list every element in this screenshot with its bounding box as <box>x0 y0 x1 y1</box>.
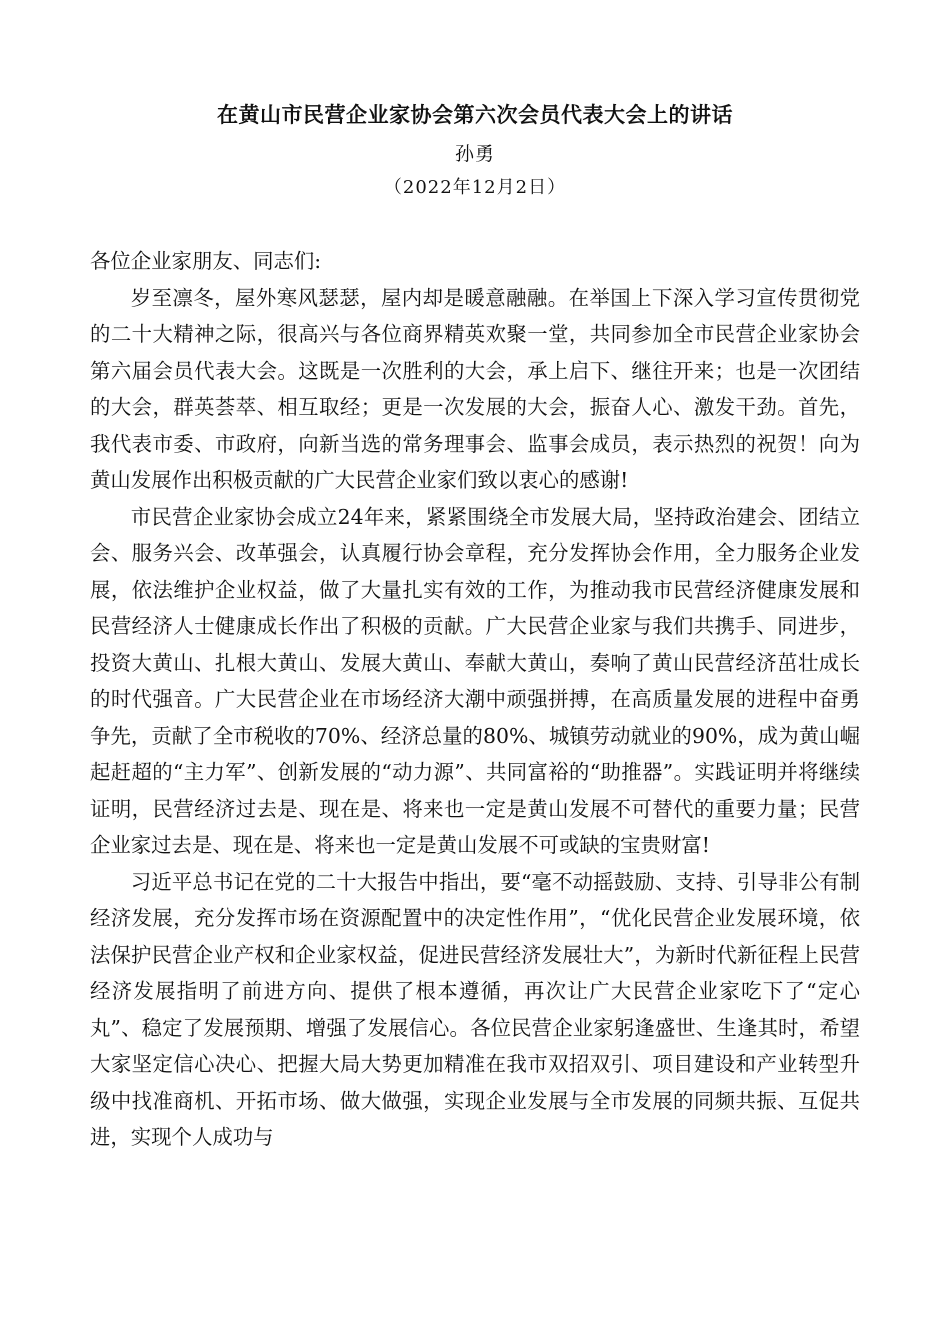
speech-author: 孙勇 <box>454 143 495 165</box>
paragraph-3: 习近平总书记在党的二十大报告中指出，要“毫不动摇鼓励、支持、引导非公有制经济发展，充分发挥市场在资源配置中的决定性作用”，“优化民营企业发展环境，依法保护民营企业产权和企业家权益，促进民营经济发展壮大”，为新时代新征程上民营经济发展指明了前进方向、提供了根本遵循，再次让广大民营企业家吃下了“定心丸”、稳定了发展预期、增强了发展信心。各位民营企业家躬逢盛世、生逢其时，希望大家坚定信心决心、把握大局大势更加精准在我市双招双引、项目建设和产业转型升级中找准商机、开拓市场、做大做强，实现企业发展与全市发展的同频共振、互促共进，实现个人成功与 <box>90 869 860 1149</box>
salutation: 各位企业家朋友、同志们: <box>90 249 322 273</box>
paragraph-1: 岁至凛冬，屋外寒风瑟瑟，屋内却是暖意融融。在举国上下深入学习宣传贯彻党的二十大精神之际，很高兴与各位商界精英欢聚一堂，共同参加全市民营企业家协会第六届会员代表大会。这既是一次胜利的大会，承上启下、继往开来；也是一次团结的大会，群英荟萃、相互取经；更是一次发展的大会，振奋人心、激发干劲。首先，我代表市委、市政府，向新当选的常务理事会、监事会成员，表示热烈的祝贺！向为黄山发展作出积极贡献的广大民营企业家们致以衷心的感谢! <box>90 285 860 492</box>
speech-date: （2022年12月2日） <box>383 177 567 198</box>
speech-title: 在黄山市民营企业家协会第六次会员代表大会上的讲话 <box>217 102 733 127</box>
paragraph-2: 市民营企业家协会成立24年来，紧紧围绕全市发展大局，坚持政治建会、团结立会、服务兴会、改革强会，认真履行协会章程，充分发挥协会作用，全力服务企业发展，依法维护企业权益，做了大量扎实有效的工作，为推动我市民营经济健康发展和民营经济人士健康成长作出了积极的贡献。广大民营企业家与我们共携手、同进步，投资大黄山、扎根大黄山、发展大黄山、奉献大黄山，奏响了黄山民营经济茁壮成长的时代强音。广大民营企业在市场经济大潮中顽强拼搏，在高质量发展的进程中奋勇争先，贡献了全市税收的70%、经济总量的80%、城镇劳动就业的90%，成为黄山崛起赶超的“主力军”、创新发展的“动力源”、共同富裕的“助推器”。实践证明并将继续证明，民营经济过去是、现在是、将来也一定是黄山发展不可替代的重要力量；民营企业家过去是、现在是、将来也一定是黄山发展不可或缺的宝贵财富! <box>90 504 860 857</box>
speech-body <box>90 243 860 1156</box>
